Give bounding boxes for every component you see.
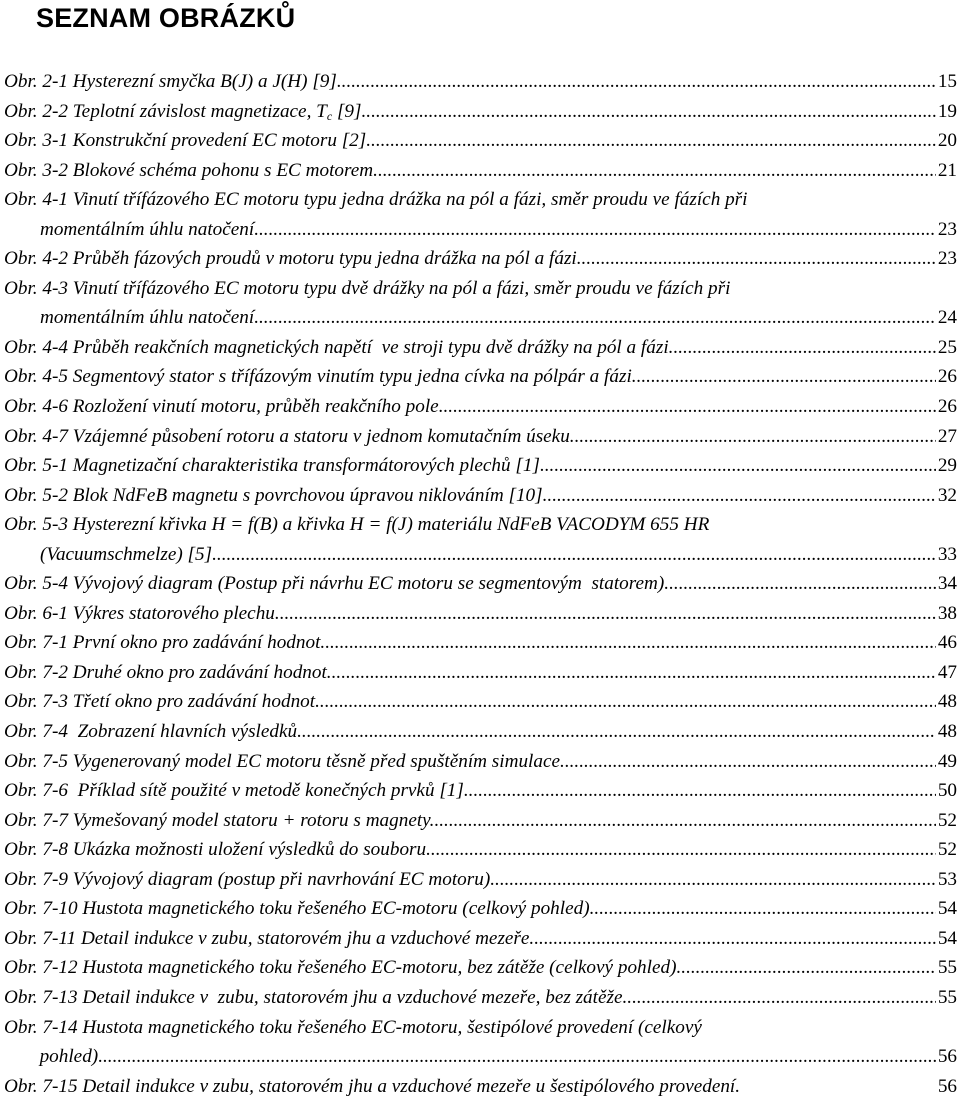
page-number: 38: [937, 602, 957, 624]
page-number: 48: [937, 691, 957, 713]
leader-dots: [378, 156, 936, 186]
figure-caption: Třetí okno pro zadávání hodnot. .....: [68, 687, 936, 717]
leader-dots: [673, 333, 935, 363]
figure-caption: Blok NdFeB magnetu s povrchovou úpravou niklováním [10]. .....: [68, 481, 936, 511]
list-item: [4, 835, 957, 865]
list-item: [4, 953, 957, 983]
figure-caption: Vinutí třífázového EC motoru typu jedna drážka na pól a fázi, směr proudu ve fázích při momentálním úhlu natočení. .....: [68, 185, 936, 244]
page-number: 21: [937, 159, 957, 181]
list-item: [4, 510, 957, 569]
figure-caption: Konstrukční provedení EC motoru [2]. .....: [68, 126, 936, 156]
leader-dots: [575, 422, 936, 452]
leader-dots: [217, 540, 936, 570]
figure-caption: Hysterezní smyčka B(J) a J(H) [9]. .....: [68, 67, 936, 97]
list-item: [4, 156, 957, 186]
list-item: [4, 569, 957, 599]
figure-caption: Rozložení vinutí motoru, průběh reakčního pole. .....: [68, 392, 936, 422]
list-item: [4, 894, 957, 924]
figure-caption: Teplotní závislost magnetizace, $T_c$ [9]. .....: [68, 97, 936, 127]
page-number: 25: [937, 336, 957, 358]
page-number: 47: [937, 661, 957, 683]
leader-dots: [469, 776, 936, 806]
leader-dots: [259, 303, 936, 333]
figure-label: Obr. 6-1: [4, 602, 68, 624]
page-number: 19: [937, 100, 957, 122]
leader-dots: [594, 894, 935, 924]
leader-dots: [444, 392, 936, 422]
page-number: 23: [937, 218, 957, 240]
leader-dots: [669, 569, 936, 599]
page-number: 52: [937, 809, 957, 831]
figure-label: Obr. 2-2: [4, 100, 68, 122]
figure-caption: Průběh fázových proudů v motoru typu jedna drážka na pól a fázi. .....: [68, 244, 936, 274]
figure-label: Obr. 7-8: [4, 839, 68, 861]
list-item: [4, 599, 957, 629]
figure-label: Obr. 4-4: [4, 336, 68, 358]
leader-dots: [332, 658, 936, 688]
figure-caption: Vygenerovaný model EC motoru těsně před spuštěním simulace. .....: [68, 747, 936, 777]
list-item: [4, 274, 957, 333]
figure-label: Obr. 7-4: [4, 721, 68, 743]
figure-label: Obr. 4-5: [4, 366, 68, 388]
figure-label: Obr. 7-11: [4, 927, 77, 949]
page-number: 27: [937, 425, 957, 447]
list-item: [4, 658, 957, 688]
leader-dots: [366, 97, 936, 127]
list-item: [4, 392, 957, 422]
figure-caption: Hysterezní křivka H = f(B) a křivka H = f(J) materiálu NdFeB VACODYM 655 HR (Vacuumschmelze) [5]. .....: [68, 510, 936, 569]
figure-caption: Magnetizační charakteristika transformátorových plechů [1]. .....: [68, 451, 936, 481]
list-item: [4, 481, 957, 511]
figure-label: Obr. 7-1: [4, 632, 68, 654]
list-item: [4, 628, 957, 658]
page-number: 56: [937, 1075, 957, 1097]
list-item: [4, 1072, 957, 1101]
page-number: 26: [937, 396, 957, 418]
figure-label: Obr. 7-15: [4, 1075, 78, 1097]
figure-label: Obr. 5-3: [4, 514, 68, 536]
list-item: [4, 924, 957, 954]
leader-dots: [320, 687, 936, 717]
page-number: 49: [937, 750, 957, 772]
leader-dots: [547, 481, 935, 511]
figure-label: Obr. 4-2: [4, 248, 68, 270]
page-number: 50: [937, 780, 957, 802]
page-number: 26: [937, 366, 957, 388]
page-number: 24: [937, 307, 957, 329]
leader-dots: [545, 451, 936, 481]
figure-caption: Průběh reakčních magnetických napětí ve stroji typu dvě drážky na pól a fázi. .....: [68, 333, 936, 363]
page-number: 20: [937, 130, 957, 152]
figure-caption: Hustota magnetického toku řešeného EC-motoru, bez zátěže (celkový pohled). .....: [78, 953, 936, 983]
figure-label: Obr. 4-6: [4, 396, 68, 418]
list-item: [4, 422, 957, 452]
leader-dots: [259, 215, 936, 245]
list-item: [4, 451, 957, 481]
leader-dots: [431, 835, 936, 865]
figure-label: Obr. 5-2: [4, 484, 68, 506]
figure-caption: Hustota magnetického toku řešeného EC-motoru (celkový pohled). .....: [78, 894, 936, 924]
figure-caption: Vzájemné působení rotoru a statoru v jednom komutačním úseku. .....: [68, 422, 936, 452]
page-number: 46: [937, 632, 957, 654]
figure-caption: Hustota magnetického toku řešeného EC-motoru, šestipólové provedení (celkový pohled) .....: [78, 1013, 936, 1072]
list-item: [4, 776, 957, 806]
list-item: [4, 983, 957, 1013]
leader-dots: [582, 244, 936, 274]
figure-label: Obr. 7-5: [4, 750, 68, 772]
list-item: [4, 97, 957, 127]
leader-dots: [302, 717, 936, 747]
figure-label: Obr. 7-2: [4, 661, 68, 683]
figure-label: Obr. 7-10: [4, 898, 78, 920]
leader-dots: [325, 628, 936, 658]
figure-label: Obr. 7-12: [4, 957, 78, 979]
page-number: 56: [937, 1046, 957, 1068]
figure-caption: Vinutí třífázového EC motoru typu dvě drážky na pól a fázi, směr proudu ve fázích při momentálním úhlu natočení. .....: [68, 274, 936, 333]
figure-label: Obr. 5-4: [4, 573, 68, 595]
figure-label: Obr. 7-13: [4, 986, 78, 1008]
page-number: 33: [937, 543, 957, 565]
figure-caption: Výkres statorového plechu. .....: [68, 599, 936, 629]
page-number: 23: [937, 248, 957, 270]
figure-label: Obr. 4-3: [4, 277, 68, 299]
leader-dots: [495, 865, 936, 895]
list-item: [4, 185, 957, 244]
subscript: c: [326, 108, 333, 123]
list-item: [4, 362, 957, 392]
figure-caption: První okno pro zadávání hodnot. .....: [68, 628, 936, 658]
list-item: [4, 126, 957, 156]
leader-dots: [565, 747, 936, 777]
figure-caption: Vývojový diagram (Postup při návrhu EC motoru se segmentovým statorem). .....: [68, 569, 936, 599]
figure-label: Obr. 7-14: [4, 1016, 78, 1038]
figure-caption: Příklad sítě použité v metodě konečných prvků [1]. .....: [68, 776, 936, 806]
figure-caption: Druhé okno pro zadávání hodnot. .....: [68, 658, 936, 688]
figure-caption: Vývojový diagram (postup při navrhování EC motoru). .....: [68, 865, 936, 895]
leader-dots: [371, 126, 936, 156]
leader-dots: [637, 362, 936, 392]
figure-label: Obr. 4-7: [4, 425, 68, 447]
figure-label: Obr. 7-3: [4, 691, 68, 713]
figure-label: Obr. 3-1: [4, 130, 68, 152]
page-number: 52: [937, 839, 957, 861]
page-number: 32: [937, 484, 957, 506]
leader-dots: [434, 806, 935, 836]
figure-label: Obr. 7-6: [4, 780, 68, 802]
figure-caption: Detail indukce v zubu, statorovém jhu a vzduchové mezeře. .....: [76, 924, 936, 954]
page-number: 54: [937, 898, 957, 920]
figure-label: Obr. 4-1: [4, 189, 68, 211]
list-item: [4, 687, 957, 717]
figure-caption: Blokové schéma pohonu s EC motorem. .....: [68, 156, 936, 186]
page-number: 55: [937, 986, 957, 1008]
page-number: 34: [937, 573, 957, 595]
figure-caption: Detail indukce v zubu, statorovém jhu a vzduchové mezeře, bez zátěže. .....: [78, 983, 936, 1013]
list-item: [4, 244, 957, 274]
figure-caption: Detail indukce v zubu, statorovém jhu a vzduchové mezeře u šestipólového provedení.: [77, 1075, 741, 1097]
page-number: 53: [937, 868, 957, 890]
page-number: 55: [937, 957, 957, 979]
list-item: [4, 806, 957, 836]
leader-dots: [98, 1042, 936, 1072]
page-title: SEZNAM OBRÁZKŮ: [36, 3, 296, 33]
list-item: [4, 67, 957, 97]
figure-list: [4, 67, 957, 1101]
figure-caption: Ukázka možnosti uložení výsledků do souboru. .....: [68, 835, 936, 865]
leader-dots: [342, 67, 936, 97]
page-number: 48: [937, 721, 957, 743]
list-item: [4, 333, 957, 363]
figure-label: Obr. 3-2: [4, 159, 68, 181]
page-number: 15: [937, 71, 957, 92]
list-item: [4, 747, 957, 777]
figure-caption: Vymešovaný model statoru + rotoru s magnety. .....: [68, 806, 936, 836]
list-item: [4, 1013, 957, 1072]
list-item: [4, 717, 957, 747]
leader-dots: [534, 924, 936, 954]
figure-label: Obr. 7-9: [4, 868, 68, 890]
figure-caption: Zobrazení hlavních výsledků. .....: [68, 717, 936, 747]
figure-caption: Segmentový stator s třífázovým vinutím typu jedna cívka na pólpár a fázi. .....: [68, 362, 936, 392]
leader-dots: [627, 983, 936, 1013]
figure-label: Obr. 5-1: [4, 455, 68, 477]
list-item: [4, 865, 957, 895]
leader-dots: [280, 599, 936, 629]
leader-dots: [681, 953, 936, 983]
page-number: 54: [937, 927, 957, 949]
figure-label: Obr. 2-1: [4, 71, 68, 92]
figure-label: Obr. 7-7: [4, 809, 68, 831]
page-number: 29: [937, 455, 957, 477]
